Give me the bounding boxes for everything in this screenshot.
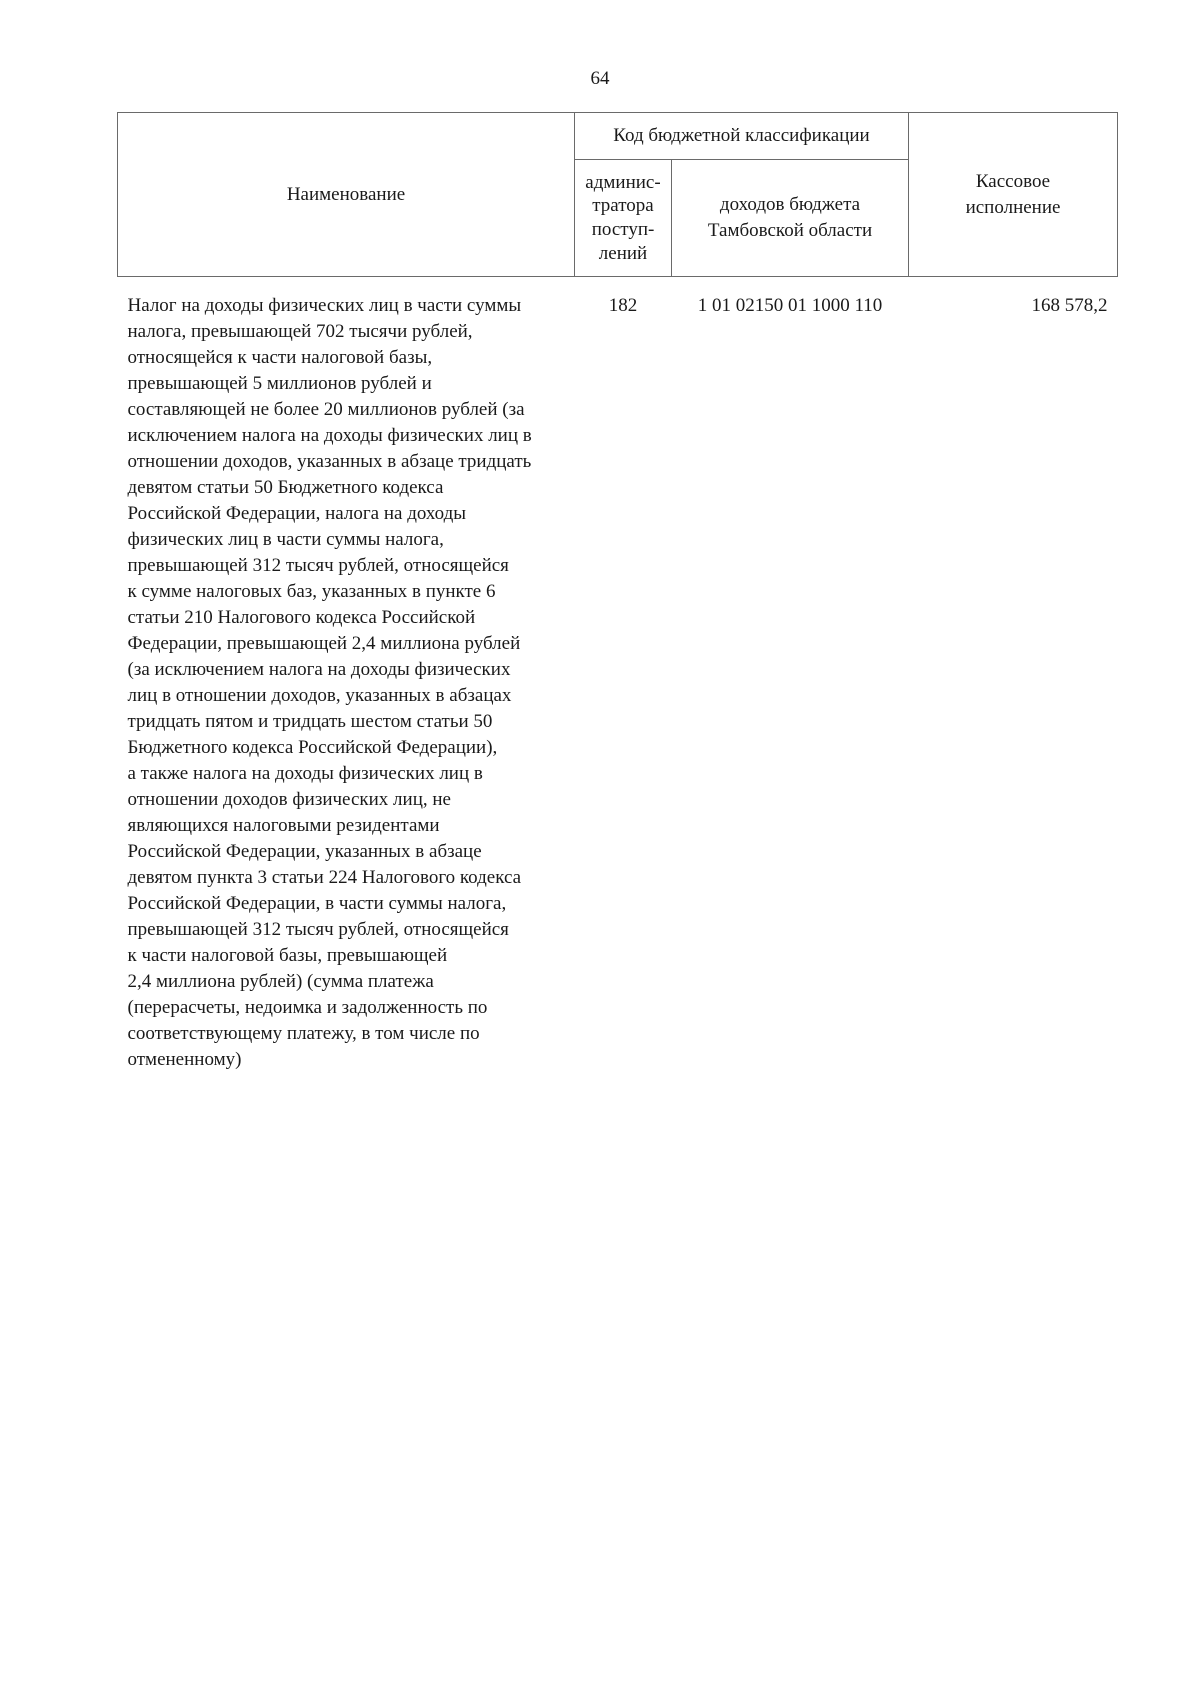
header-execution	[909, 113, 1118, 277]
row-admin-code: 182	[608, 295, 638, 316]
header-code-group	[575, 113, 909, 160]
row-amount: 168 578,2	[1031, 295, 1108, 316]
header-name	[118, 113, 575, 277]
table-row	[118, 277, 1118, 1075]
header-income	[672, 160, 909, 277]
header-execution-label: Кассовое исполнение	[965, 170, 1061, 218]
header-name-label: Наименование	[286, 183, 406, 205]
row-name: Налог на доходы физических лиц в части суммы налога, превышающей 702 тысячи рублей, относящейся к части налоговой базы, превышающей 5 миллионов рублей и составляющей не более 20 миллионов рублей (за исключением налога на доходы физических лиц в отношении доходов, указанных в абзаце тридцать девятом статьи 50 Бюджетного кодекса Российской Федерации, налога на доходы физических лиц в части суммы налога, превышающей 312 тысяч рублей, относящейся к сумме налоговых баз, указанных в пункте 6 статьи 210 Налогового кодекса Российской Федерации, превышающей 2,4 миллиона рублей (за исключением налога на доходы физических лиц в отношении доходов, указанных в абзацах тридцать пятом и тридцать шестом статьи 50 Бюджетного кодекса Российской Федерации), а также налога на доходы физических лиц в отношении доходов физических лиц, не являющихся налоговыми резидентами Российской Федерации, указанных в абзаце девятом пункта 3 статьи 224 Налогового кодекса Российской Федерации, в части суммы налога, превышающей 312 тысяч рублей, относящейся к части налоговой базы, превышающей 2,4 миллиона рублей) (сумма платежа (перерасчеты, недоимка и задолженность по соответствующему платежу, в том числе по отмененному)	[127, 295, 532, 1070]
budget-table	[117, 112, 1118, 1074]
page-number: 64	[590, 68, 610, 89]
header-admin-label: админис- тратора поступ- лений	[585, 171, 661, 264]
header-admin	[575, 160, 672, 277]
header-income-label: доходов бюджета Тамбовской области	[707, 194, 873, 241]
header-code-group-label: Код бюджетной классификации	[613, 125, 870, 147]
row-income-code: 1 01 02150 01 1000 110	[697, 295, 883, 316]
